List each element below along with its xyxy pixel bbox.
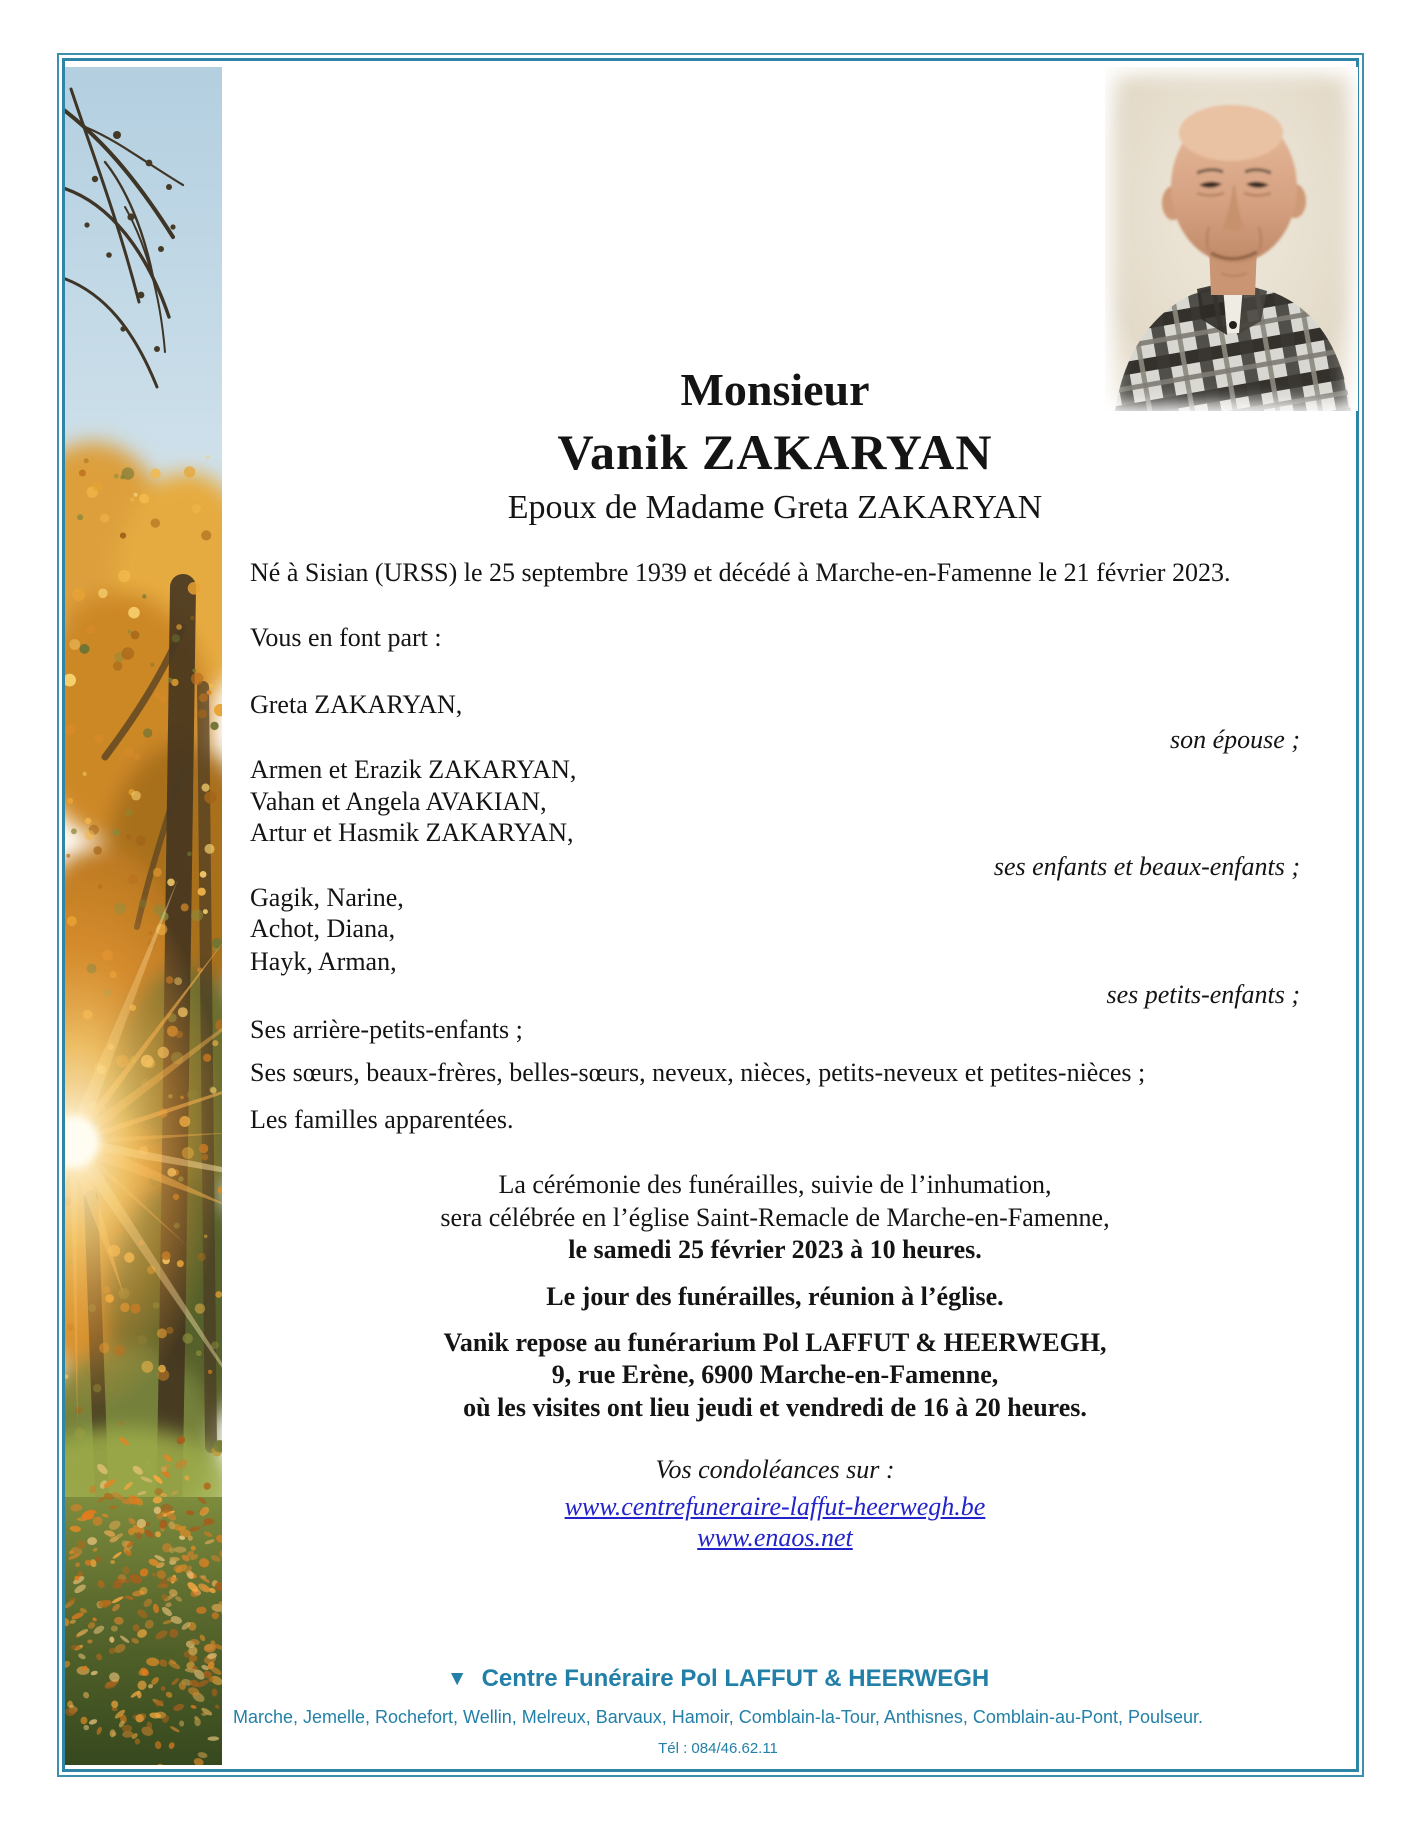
family-name: Vahan et Angela AVAKIAN,	[250, 787, 547, 816]
funeral-home-locations: Marche, Jemelle, Rochefort, Wellin, Melreux, Barvaux, Hamoir, Comblain-la-Tour, Anthisnes, Comblain-au-Pont, Poulseur.	[232, 1707, 1204, 1727]
visits-line: où les visites ont lieu jeudi et vendredi de 16 à 20 heures.	[463, 1393, 1087, 1422]
family-name: Greta ZAKARYAN,	[250, 690, 463, 719]
spouse-line: Epoux de Madame Greta ZAKARYAN	[507, 489, 1043, 526]
family-relation: ses enfants et beaux-enfants ;	[993, 852, 1300, 881]
family-extra: Les familles apparentées.	[250, 1105, 514, 1134]
family-extra: Ses sœurs, beaux-frères, belles-sœurs, neveux, nièces, petits-neveux et petites-nièces ;	[250, 1058, 1146, 1087]
autumn-photo-strip	[65, 67, 222, 1765]
condolences-link-funeral-home[interactable]: www.centrefuneraire-laffut-heerwegh.be	[564, 1492, 986, 1521]
repose-address-line: 9, rue Erène, 6900 Marche-en-Famenne,	[551, 1360, 999, 1389]
portrait-photo	[1105, 67, 1358, 411]
company-logo-triangle-icon: ▼	[446, 1667, 468, 1690]
condolences-link-enaos[interactable]: www.enaos.net	[697, 1523, 853, 1552]
condolences-label: Vos condoléances sur :	[655, 1455, 895, 1484]
funeral-home-heading	[128, 1663, 1308, 1696]
portrait-illustration	[1105, 67, 1358, 411]
family-name: Gagik, Narine,	[250, 883, 404, 912]
ceremony-date-line: le samedi 25 février 2023 à 10 heures.	[568, 1235, 982, 1264]
reunion-line: Le jour des funérailles, réunion à l’église.	[546, 1282, 1004, 1311]
family-relation: son épouse ;	[1170, 725, 1300, 754]
birth-death-line: Né à Sisian (URSS) le 25 septembre 1939 et décédé à Marche-en-Famenne le 21 février 2023.	[250, 558, 1231, 587]
intro-line: Vous en font part :	[250, 623, 442, 652]
funeral-home-phone: Tél : 084/46.62.11	[658, 1740, 778, 1757]
family-name: Armen et Erazik ZAKARYAN,	[250, 755, 577, 784]
company-name: Centre Funéraire Pol LAFFUT & HEERWEGH	[481, 1665, 990, 1692]
title-prefix: Monsieur	[680, 364, 870, 415]
family-name: Hayk, Arman,	[250, 947, 397, 976]
family-name: Artur et Hasmik ZAKARYAN,	[250, 818, 574, 847]
ceremony-line: sera célébrée en l’église Saint-Remacle de Marche-en-Famenne,	[440, 1203, 1110, 1232]
autumn-photo-illustration	[65, 67, 222, 1765]
family-name: Achot, Diana,	[250, 914, 396, 943]
repose-line: Vanik repose au funérarium Pol LAFFUT & HEERWEGH,	[443, 1328, 1107, 1357]
ceremony-line: La cérémonie des funérailles, suivie de l’inhumation,	[498, 1170, 1052, 1199]
family-extra: Ses arrière-petits-enfants ;	[250, 1015, 523, 1044]
deceased-name: Vanik ZAKARYAN	[557, 424, 993, 480]
family-relation: ses petits-enfants ;	[1106, 980, 1300, 1009]
